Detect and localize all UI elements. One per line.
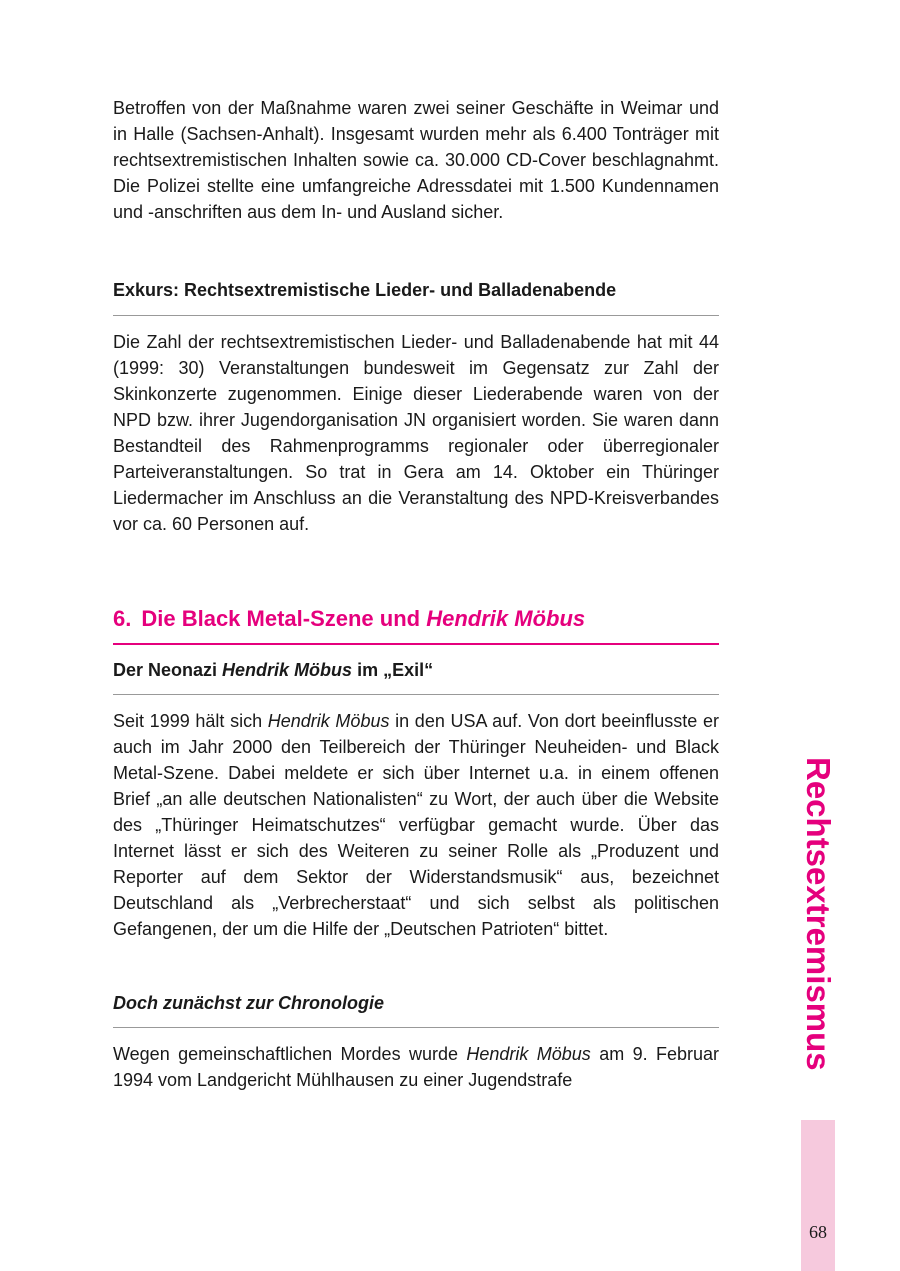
intro-paragraph: Betroffen von der Maßnahme waren zwei seiner Geschäfte in Weimar und in Halle (Sachsen-Anhalt). Insgesamt wurden mehr als 6.400 Tonträger mit rechtsextremistischen Inhalten sowie ca. 30.000 CD-Cover beschlagnahmt. Die Polizei stellte eine umfangreiche Adressdatei mit 1.500 Kundennamen und -anschriften aus dem In- und Ausland sicher. bbox=[113, 98, 719, 222]
chronology-text-name: Hendrik Möbus bbox=[466, 1044, 591, 1064]
chronology-text-post: am 9. Februar 1994 vom Landgericht Mühlhausen zu einer Jugendstrafe bbox=[113, 1044, 719, 1090]
subsection-text-post: in den USA auf. Von dort beeinflusste er auch im Jahr 2000 den Teilbereich der Thüringer Neuheiden- und Black Metal-Szene. Dabei meldete er sich über Internet u.a. in einem offenen Brief „an alle deutschen Nationalisten“ zu Wort, der auch über die Website des „Thüringer Heimatschutzes“ verfügbar gemacht wurde. Über das Internet lässt er sich des Weiteren zu seiner Rolle als „Produzent und Reporter auf dem Sektor der Widerstandsmusik“ aus, bezeichnet Deutschland als „Verbrecherstaat“ und sich selbst als politischen Gefangenen, der um die Hilfe der „Deutschen Patrioten“ bittet. bbox=[113, 711, 719, 939]
section-title bbox=[113, 604, 719, 634]
subsection-heading-pre: Der Neonazi bbox=[113, 660, 218, 680]
page-body bbox=[113, 95, 719, 1093]
subsection-heading bbox=[113, 657, 719, 683]
chronology-heading: Doch zunächst zur Chronologie bbox=[113, 993, 385, 1013]
subsection-heading-name: Hendrik Möbus bbox=[222, 660, 353, 680]
section-number: 6. bbox=[113, 606, 132, 631]
side-tab-bar bbox=[801, 1120, 835, 1271]
subsection-text-name: Hendrik Möbus bbox=[267, 711, 390, 731]
section-title-text: Die Black Metal-Szene und bbox=[141, 606, 421, 631]
chronology-paragraph bbox=[113, 1041, 719, 1093]
chronology-text-pre: Wegen gemeinschaftlichen Mordes wurde bbox=[113, 1044, 458, 1064]
excursus-paragraph: Die Zahl der rechtsextremistischen Lieder- und Balladenabende hat mit 44 (1999: 30) Veranstaltungen bundesweit im Gegensatz zur Zahl der Skinkonzerte zugenommen. Einige dieser Liederabende waren von der NPD bzw. ihrer Jugendorganisation JN organisiert worden. Sie waren dann Bestandteil des Rahmenprogramms regionaler oder überregionaler Parteiveranstaltungen. So trat in Gera am 14. Oktober ein Thüringer Liedermacher im Anschluss an die Veranstaltung des NPD-Kreisverbandes vor ca. 60 Personen auf. bbox=[113, 332, 719, 534]
subsection-text-pre: Seit 1999 hält sich bbox=[113, 711, 263, 731]
side-tab-label: Rechtsextremismus bbox=[800, 757, 837, 1071]
excursus-heading: Exkurs: Rechtsextremistische Lieder- und Balladenabende bbox=[113, 280, 617, 300]
side-tab bbox=[801, 757, 835, 1087]
subsection-heading-post: im „Exil“ bbox=[357, 660, 434, 680]
section-title-italic: Hendrik Möbus bbox=[426, 606, 586, 631]
subsection-paragraph bbox=[113, 708, 719, 942]
page-number: 68 bbox=[809, 1222, 827, 1242]
